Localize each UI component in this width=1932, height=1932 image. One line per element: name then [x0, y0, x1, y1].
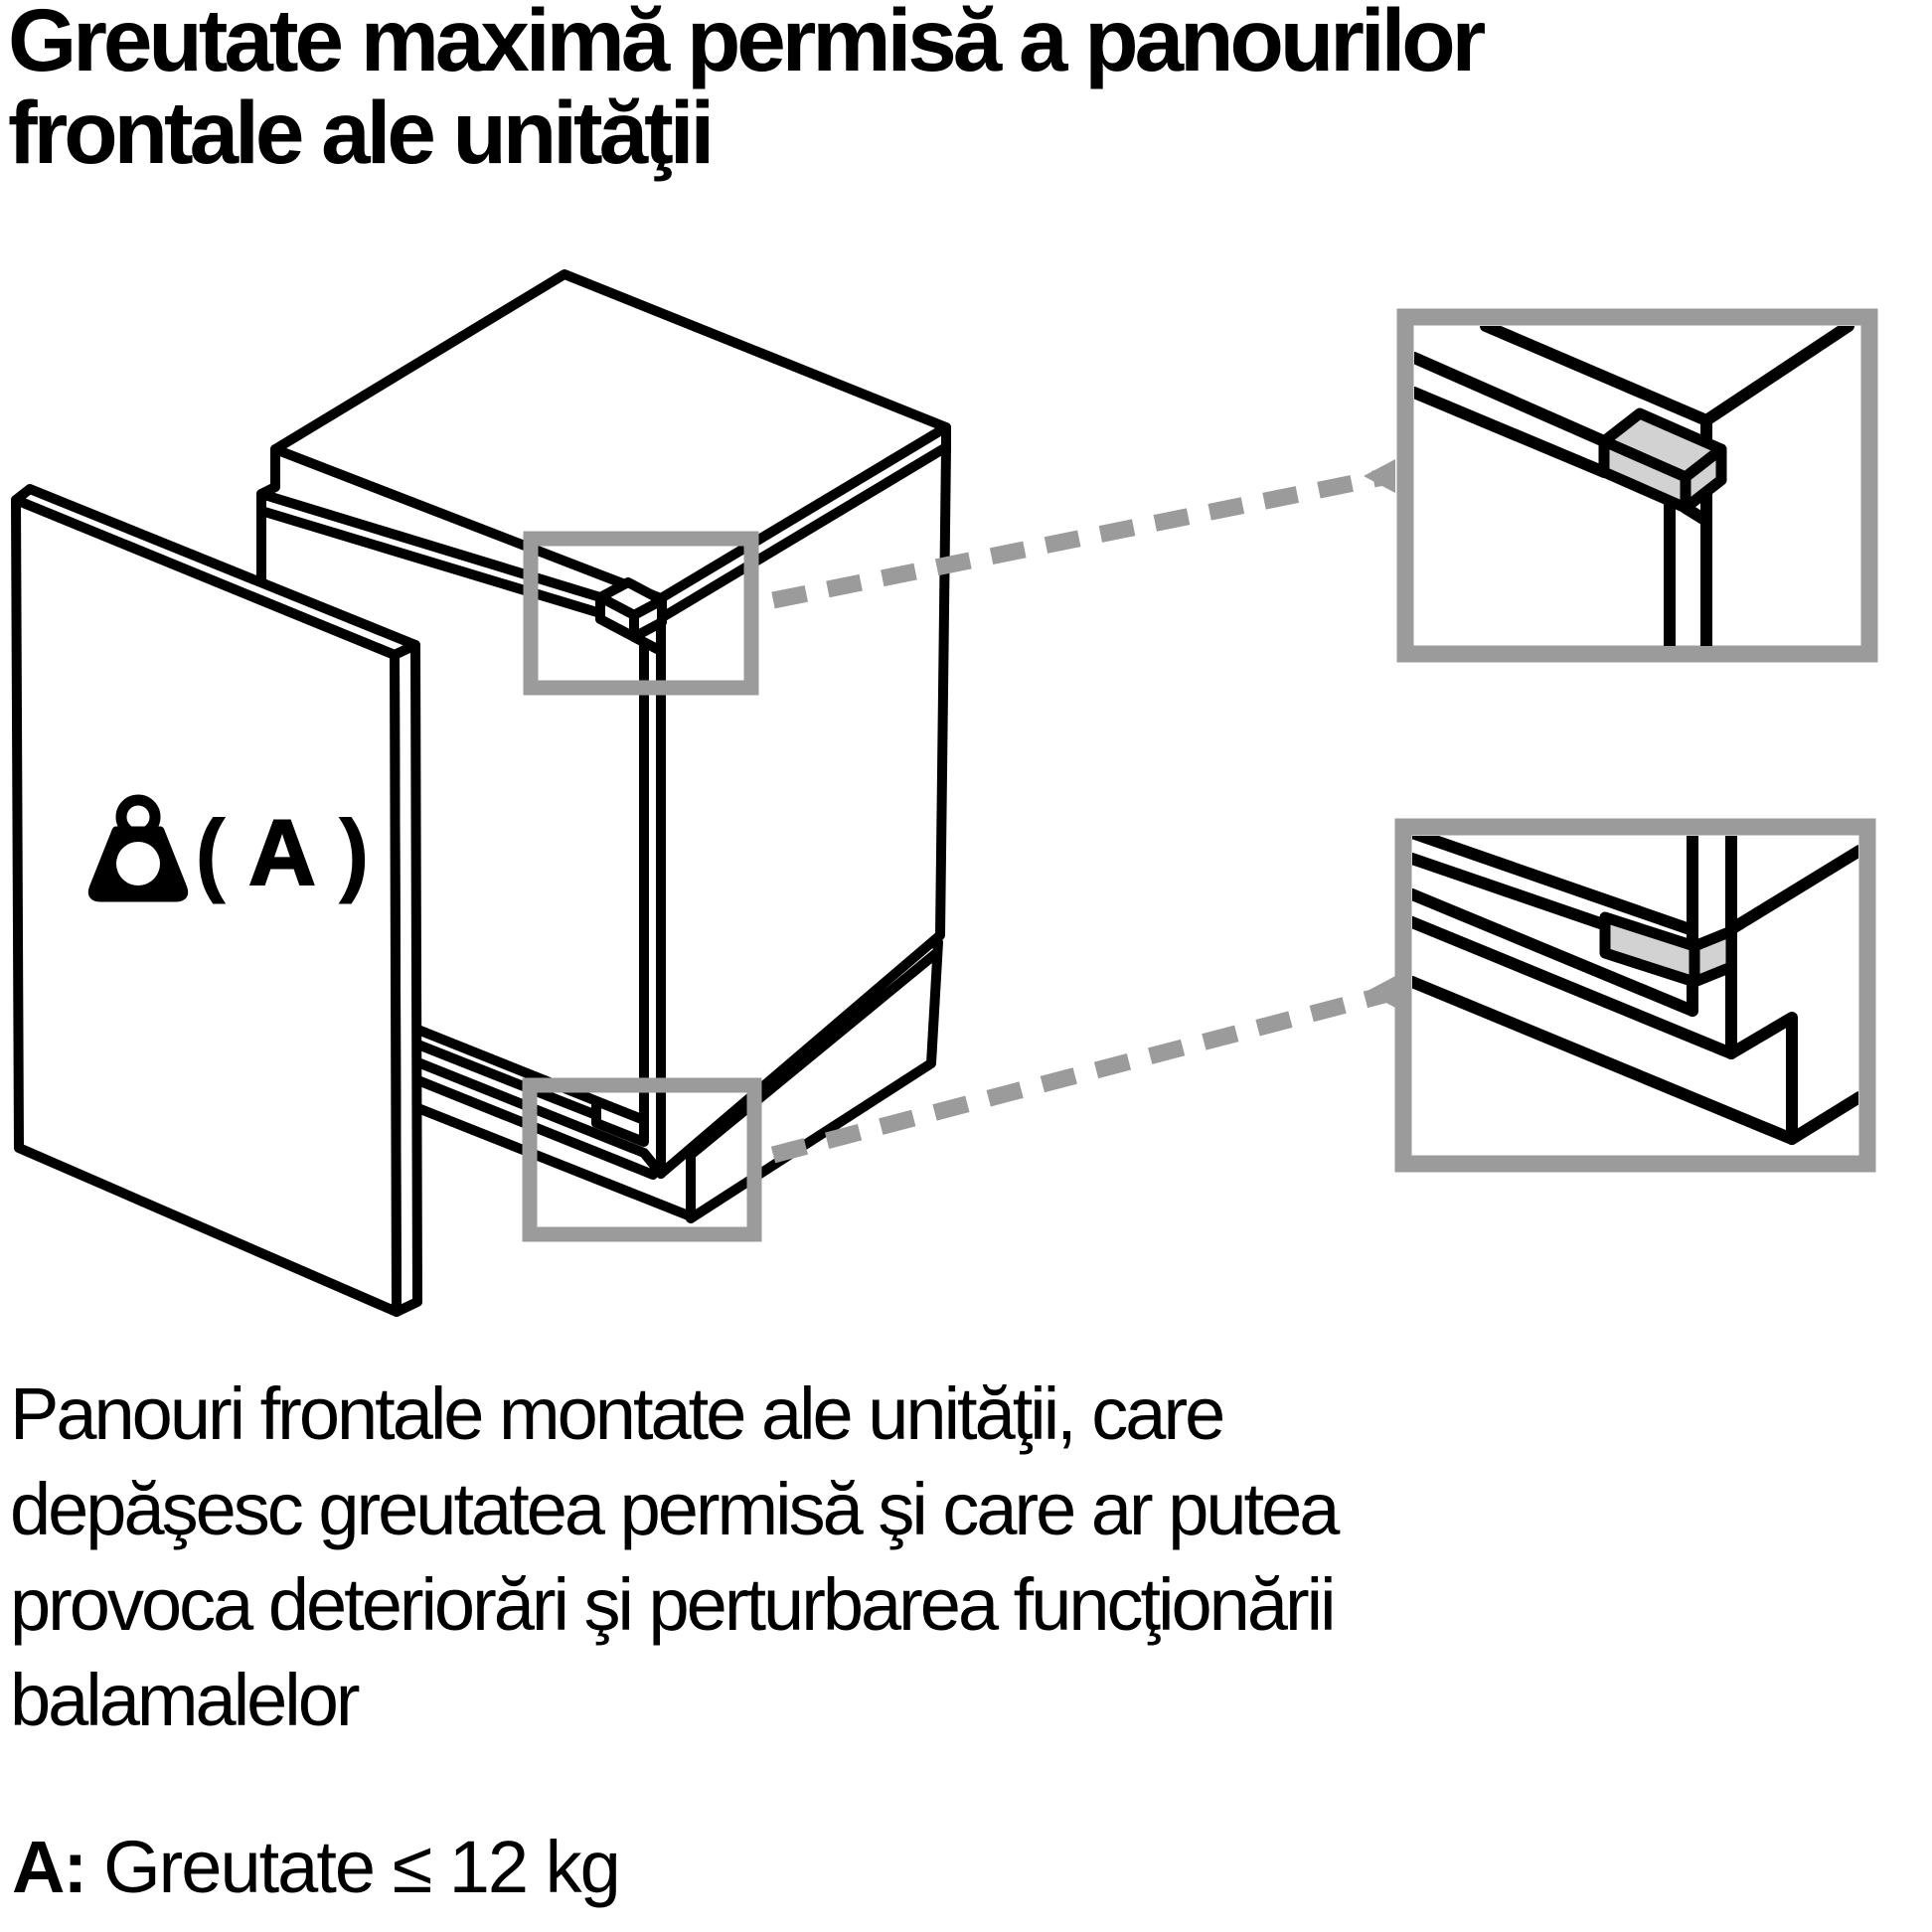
body-line: depăşesc greutatea permisă şi care ar putea [10, 1468, 1338, 1550]
top-detail-box [1405, 317, 1869, 654]
body-line: Panouri frontale montate ale unităţii, care [10, 1372, 1223, 1455]
top-callout-arrow-icon [1364, 459, 1395, 493]
body-line: balamalelor [10, 1659, 358, 1741]
weight-spec-label: A: [12, 1826, 86, 1908]
top-hinge-block [600, 582, 662, 637]
panel-label-letter: A [247, 800, 313, 904]
panel-weight-label [195, 800, 370, 904]
bottom-detail-box [1403, 827, 1867, 1164]
panel-label-paren-close: ) [338, 800, 370, 904]
weight-spec [12, 1825, 619, 1909]
weight-spec-value: Greutate ≤ 12 kg [103, 1826, 619, 1908]
panel-label-paren-open: ( [195, 800, 227, 904]
page-title-line2: frontale ale unităţii [8, 82, 712, 182]
body-line: provoca deteriorări şi perturbarea funcţionării [10, 1563, 1334, 1646]
page-title-line1: Greutate maximă permisă a panourilor [8, 0, 1483, 89]
body-paragraph [10, 1367, 1337, 1748]
